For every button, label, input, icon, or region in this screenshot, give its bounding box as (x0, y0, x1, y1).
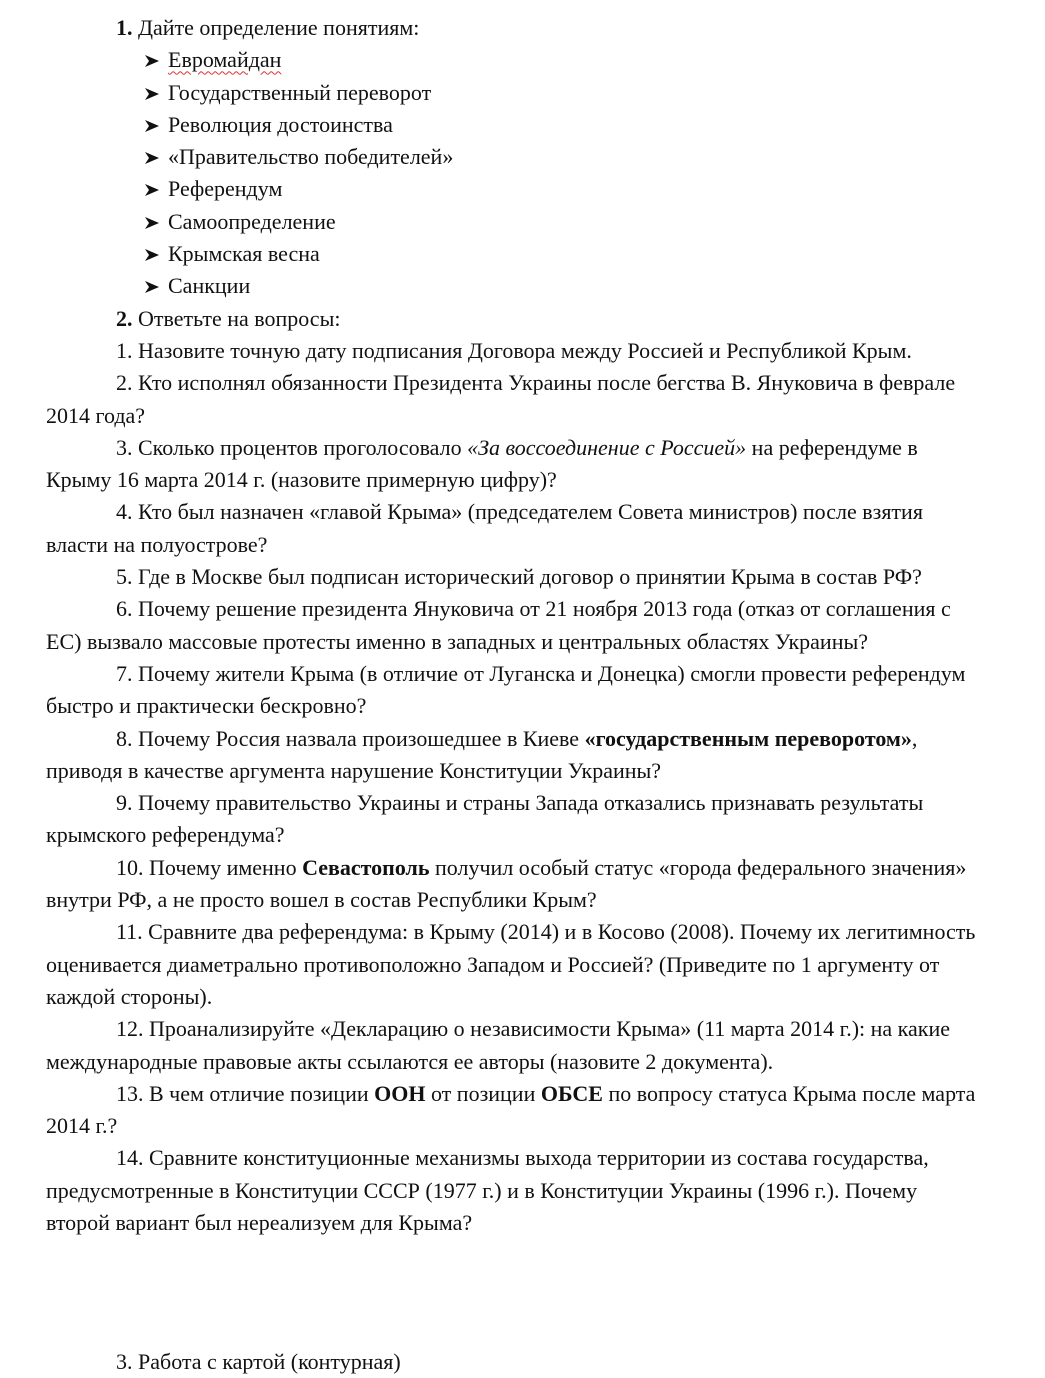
term-list (46, 44, 976, 302)
question-text-part: 2. Кто исполнял обязанности Президента Украины после бегства В. Януковича в феврале 2014 года? (46, 370, 956, 428)
question-item (46, 723, 976, 788)
section-3-heading-cut: 3. Работа с картой (контурная) (116, 1349, 401, 1374)
question-text-part: 10. Почему именно (116, 854, 303, 880)
question-text-part: «государственным переворотом» (584, 725, 912, 751)
section-1-heading (46, 12, 976, 44)
question-item (46, 496, 976, 561)
question-text-part: 3. Сколько процентов проголосовало (116, 434, 468, 460)
term-label: Революция достоинства (168, 111, 393, 137)
question-text-part: от позиции (425, 1080, 541, 1106)
question-text-part: , приводя в качестве аргумента нарушение Конституции Украины? (46, 725, 918, 783)
question-text-part: 12. Проанализируйте «Декларацию о независимости Крыма» (11 марта 2014 г.): на какие международные правовые акты ссылаются ее авторы (назовите 2 документа). (46, 1016, 951, 1074)
question-text-part: 7. Почему жители Крыма (в отличие от Луганска и Донецка) смогли провести референдум быстро и практически бескровно? (46, 660, 966, 719)
question-item (46, 593, 976, 658)
question-text-part: ОБСЕ (540, 1080, 603, 1106)
question-list (46, 335, 976, 1239)
question-text-part: Севастополь (302, 854, 430, 880)
term-item (46, 173, 976, 205)
question-text-part: 14. Сравните конституционные механизмы выхода территории из состава государства, предусмотренные в Конституции СССР (1977 г.) и в Конституции Украины (1996 г.). Почему второй вариант был нереализуем для Крыма? (46, 1145, 929, 1235)
question-text-part: ООН (374, 1080, 426, 1106)
question-item (46, 335, 976, 367)
question-item (46, 916, 976, 1013)
term-item (46, 109, 976, 141)
term-label: Государственный переворот (168, 79, 432, 105)
term-label: Самоопределение (168, 208, 336, 234)
term-item (46, 238, 976, 270)
question-text-part: 11. Сравните два референдума: в Крыму (2014) и в Косово (2008). Почему их легитимность оценивается диаметрально противоположно Западом и Россией? (Приведите по 1 аргументу от каждой стороны). (46, 919, 976, 1009)
term-item (46, 141, 976, 173)
question-text-part: получил особый статус «города федерального значения» внутри РФ, а не просто вошел в состав Республики Крым? (46, 854, 967, 913)
document-page (46, 12, 976, 1239)
question-text-part: 8. Почему Россия назвала произошедшее в Киеве (116, 725, 585, 751)
term-item (46, 44, 976, 76)
question-item (46, 787, 976, 852)
section-2-number: 2. (116, 305, 133, 331)
term-item (46, 206, 976, 238)
section-1-number: 1. (116, 15, 133, 40)
question-text-part: 9. Почему правительство Украины и страны Запада отказались признавать результаты крымского референдума? (46, 790, 924, 848)
question-text-part: на референдуме в Крыму 16 марта 2014 г. (назовите примерную цифру)? (46, 434, 918, 493)
question-item (46, 1078, 976, 1143)
question-text-part: «За воссоединение с Россией» (467, 434, 747, 460)
question-item (46, 367, 976, 432)
question-text-part: 5. Где в Москве был подписан исторический договор о принятии Крыма в состав РФ? (116, 564, 922, 590)
question-text-part: 6. Почему решение президента Януковича от 21 ноября 2013 года (отказ от соглашения с ЕС) вызвало массовые протесты именно в западных и центральных областях Украины? (46, 596, 951, 654)
term-label: «Правительство победителей» (168, 144, 454, 170)
term-label: Крымская весна (168, 241, 320, 267)
section-2-title: Ответьте на вопросы: (138, 305, 341, 331)
term-item (46, 270, 976, 302)
section-1-title: Дайте определение понятиям: (138, 15, 420, 40)
term-label: Референдум (168, 176, 283, 202)
term-label: Евромайдан (168, 47, 282, 73)
question-text-part: 13. В чем отличие позиции (116, 1080, 375, 1106)
term-label: Санкции (168, 273, 251, 299)
question-item (46, 561, 976, 593)
question-text-part: 4. Кто был назначен «главой Крыма» (председателем Совета министров) после взятия власти на полуострове? (46, 499, 923, 557)
question-item (46, 658, 976, 723)
question-item (46, 1142, 976, 1239)
question-text-part: 1. Назовите точную дату подписания Договора между Россией и Республикой Крым. (116, 337, 912, 363)
question-text-part: по вопросу статуса Крыма после марта 2014 г.? (46, 1080, 976, 1139)
term-item (46, 77, 976, 109)
question-item (46, 852, 976, 917)
question-item (46, 432, 976, 497)
section-2-heading (46, 303, 976, 335)
question-item (46, 1013, 976, 1078)
